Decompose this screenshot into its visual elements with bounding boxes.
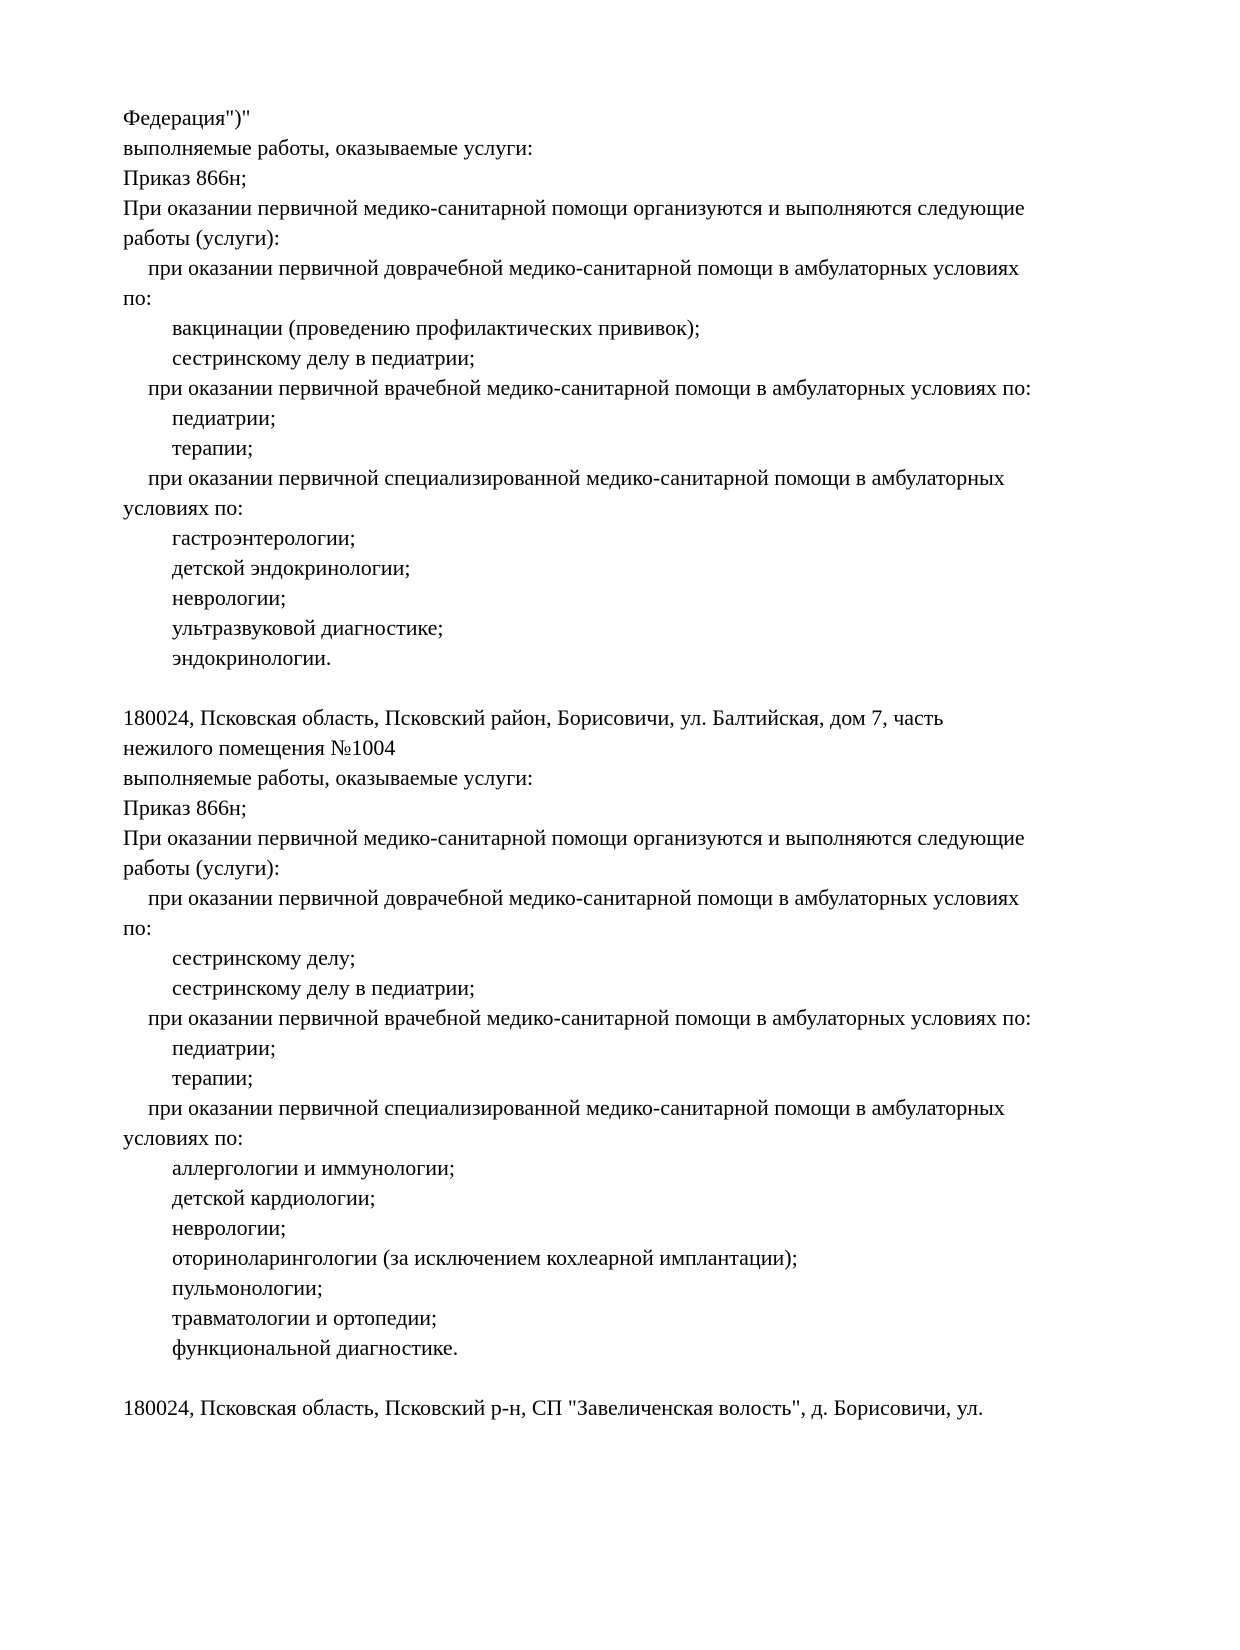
text-line: педиатрии; [172,1035,276,1060]
text-line: Приказ 866н; [123,795,247,820]
text-line: при оказании первичной специализированной медико-санитарной помощи в амбулаторных [148,465,1005,490]
text-line: при оказании первичной доврачебной медико-санитарной помощи в амбулаторных условиях [148,885,1020,910]
blank-line [123,673,1135,703]
text-line: Приказ 866н; [123,165,247,190]
text-line: сестринскому делу в педиатрии; [172,345,476,370]
blank-line [123,1363,1135,1393]
text-line: При оказании первичной медико-санитарной помощи организуются и выполняются следующие [123,195,1025,220]
text-line: детской кардиологии; [172,1185,376,1210]
text-line: пульмонологии; [172,1275,323,1300]
text-line: условиях по: [123,495,244,520]
text-line: условиях по: [123,1125,244,1150]
text-line: гастроэнтерологии; [172,525,356,550]
text-line: детской эндокринологии; [172,555,411,580]
text-line: травматологии и ортопедии; [172,1305,438,1330]
text-line: Федерация")" [123,105,251,130]
text-line: функциональной диагностике. [172,1335,459,1360]
text-line: нежилого помещения №1004 [123,735,396,760]
text-line: по: [123,285,152,310]
text-line: При оказании первичной медико-санитарной помощи организуются и выполняются следующие [123,825,1025,850]
text-line: терапии; [172,1065,254,1090]
license-text-block [123,103,1135,1423]
text-line: выполняемые работы, оказываемые услуги: [123,765,534,790]
text-line: педиатрии; [172,405,276,430]
text-line: при оказании первичной специализированной медико-санитарной помощи в амбулаторных [148,1095,1005,1120]
text-line: при оказании первичной доврачебной медико-санитарной помощи в амбулаторных условиях [148,255,1020,280]
text-line: при оказании первичной врачебной медико-санитарной помощи в амбулаторных условиях по: [148,375,1032,400]
text-line: по: [123,915,152,940]
text-line: вакцинации (проведению профилактических прививок); [172,315,701,340]
text-line: выполняемые работы, оказываемые услуги: [123,135,534,160]
text-line: ультразвуковой диагностике; [172,615,444,640]
text-line: эндокринологии. [172,645,332,670]
text-line: 180024, Псковская область, Псковский р-н, СП "Завеличенская волость", д. Борисовичи, ул. [123,1395,984,1420]
text-line: при оказании первичной врачебной медико-санитарной помощи в амбулаторных условиях по: [148,1005,1032,1030]
text-line: работы (услуги): [123,855,280,880]
text-line: оториноларингологии (за исключением кохлеарной имплантации); [172,1245,798,1270]
text-line: аллергологии и иммунологии; [172,1155,455,1180]
text-line: работы (услуги): [123,225,280,250]
text-line: сестринскому делу в педиатрии; [172,975,476,1000]
text-line: 180024, Псковская область, Псковский район, Борисовичи, ул. Балтийская, дом 7, часть [123,705,944,730]
text-line: терапии; [172,435,254,460]
text-line: сестринскому делу; [172,945,356,970]
text-line: неврологии; [172,1215,287,1240]
text-line: неврологии; [172,585,287,610]
